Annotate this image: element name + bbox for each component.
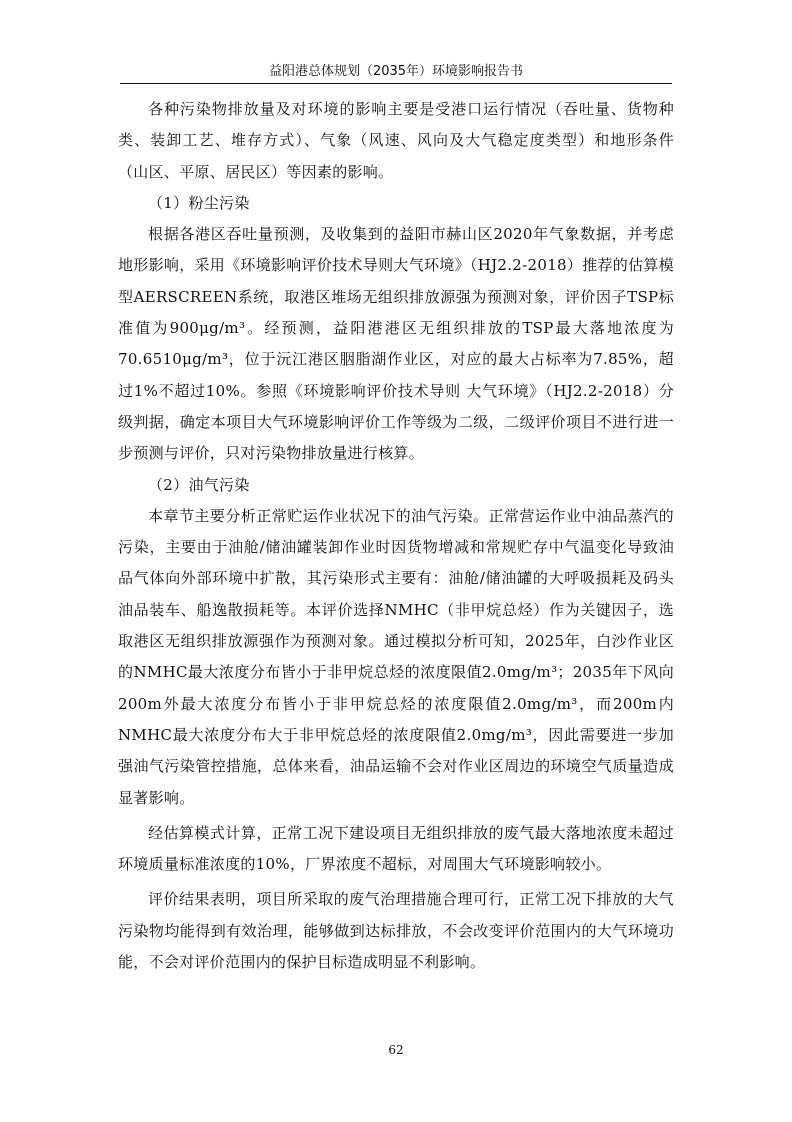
- paragraph-oil-gas-pollution: 本章节主要分析正常贮运作业状况下的油气污染。正常营运作业中油品蒸汽的污染，主要由于油舱/储油罐装卸作业时因货物增减和常规贮存中气温变化导致油品气体向外部环境中扩散，其污染形式主要有：油舱/储油罐的大呼吸损耗及码头油品装车、船逸散损耗等。本评价选择NMHC（非甲烷总烃）作为关键因子，选取港区无组织排放源强作为预测对象。通过模拟分析可知，2025年，白沙作业区的NMHC最大浓度分布皆小于非甲烷总烃的浓度限值2.0mg/m³；2035年下风向200m外最大浓度分布皆小于非甲烷总烃的浓度限值2.0mg/m³，而200m内NMHC最大浓度分布大于非甲烷总烃的浓度限值2.0mg/m³，因此需要进一步加强油气污染管控措施，总体来看，油品运输不会对作业区周边的环境空气质量造成显著影响。: [118, 506, 674, 807]
- heading-dust-pollution: （1）粉尘污染: [148, 193, 250, 212]
- paragraph-conclusion: 评价结果表明，项目所采取的废气治理措施合理可行，正常工况下排放的大气污染物均能得到有效治理，能够做到达标排放，不会改变评价范围内的大气环境功能，不会对评价范围内的保护目标造成明显不利影响。: [118, 890, 674, 972]
- heading-oil-gas-pollution: （2）油气污染: [148, 475, 250, 494]
- page-number: 62: [388, 1043, 404, 1057]
- body-text: [118, 94, 674, 978]
- paragraph-estimation: 经估算模式计算，正常工况下建设项目无组织排放的废气最大落地浓度未超过环境质量标准浓度的10%，厂界浓度不超标，对周围大气环境影响较小。: [118, 823, 674, 874]
- paragraph-intro: 各种污染物排放量及对环境的影响主要是受港口运行情况（吞吐量、货物种类、装卸工艺、堆存方式）、气象（风速、风向及大气稳定度类型）和地形条件（山区、平原、居民区）等因素的影响。: [118, 100, 674, 181]
- header-rule: [120, 83, 672, 84]
- running-header: 益阳港总体规划（2035年）环境影响报告书: [268, 64, 524, 79]
- paragraph-dust-pollution: 根据各港区吞吐量预测，及收集到的益阳市赫山区2020年气象数据，并考虑地形影响，采用《环境影响评价技术导则大气环境》（HJ2.2-2018）推荐的估算模型AERSCREEN系统，取港区堆场无组织排放源强为预测对象，评价因子TSP标准值为900μg/m³。经预测，益阳港港区无组织排放的TSP最大落地浓度为70.6510μg/m³，位于沅江港区胭脂湖作业区，对应的最大占标率为7.85%，超过1%不超过10%。参照《环境影响评价技术导则 大气环境》（HJ2.2-2018）分级判据，确定本项目大气环境影响评价工作等级为二级，二级评价项目不进行进一步预测与评价，只对污染物排放量进行核算。: [118, 225, 674, 463]
